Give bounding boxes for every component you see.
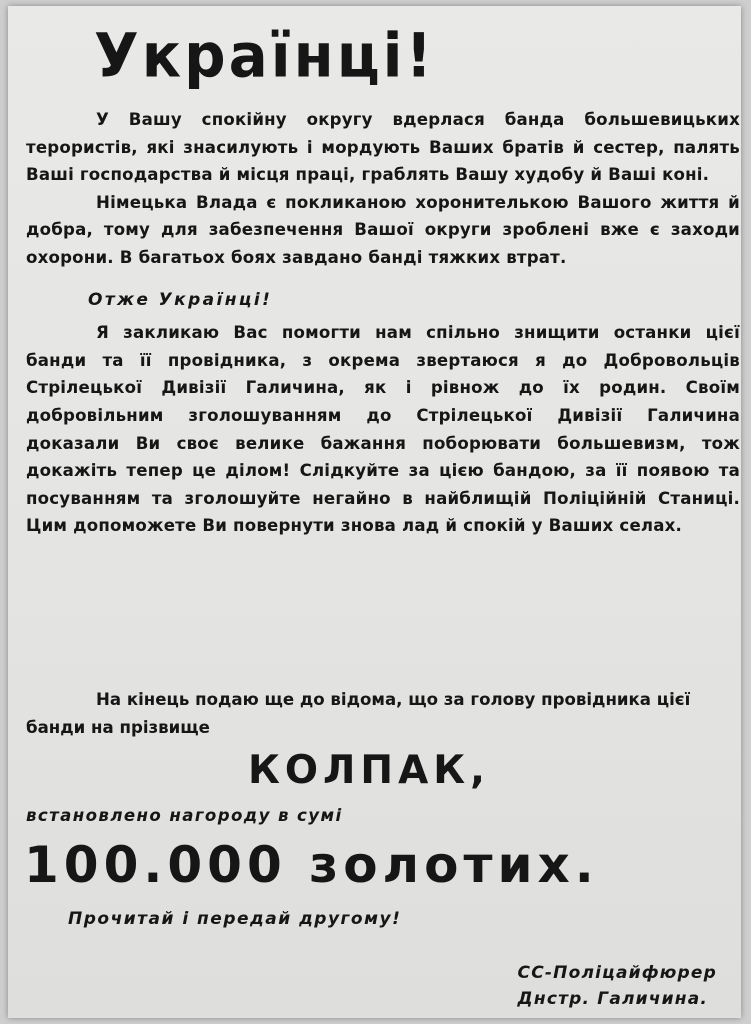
signature	[518, 960, 717, 1012]
signature-region: Днстр. Галичина.	[517, 989, 709, 1009]
pass-on-note: Прочитай і передай другому!	[68, 909, 402, 929]
subheading: Отже Українці!	[88, 289, 273, 310]
paragraph-intro: У Вашу спокійну округу вдерлася банда большевицьких терористів, які знасилують і мордують Ваших братів й сестер, палять Ваші господарства й місця праці, граблять Вашу худобу й Ваші коні.	[26, 110, 740, 185]
reward-amount: 100.000 золотих.	[24, 836, 599, 894]
reward-intro-block	[26, 686, 740, 741]
reward-intro: На кінець подаю ще до відома, що за голову провідника цієї банди на прізвище	[26, 690, 691, 737]
paragraph-appeal: Я закликаю Вас помогти нам спільно знищити останки цієї банди та її провідника, з окрема звертаюся я до Добровольців Стрілецької Дивізії Галичина, як і рівнож до їх родин. Своїм добровільним зголошуванням до Стрілецької Дивізії Галичина доказали Ви своє велике бажання поборювати большевизм, тож докажіть тепер це ділом! Слідкуйте за цією бандою, за її появою та посуванням та зголошуйте негайно в найблищій Поліційній Станиці. Цим допоможете Ви повернути знова лад й спокій у Ваших селах.	[26, 323, 740, 536]
leaflet-body	[26, 106, 740, 540]
wanted-name: КОЛПАК,	[248, 748, 490, 793]
reward-established: встановлено нагороду в сумі	[26, 806, 343, 825]
signature-title: СС-Поліцайфюрер	[517, 963, 717, 983]
leaflet-page	[8, 6, 741, 1018]
leaflet-title: Українці!	[94, 20, 436, 92]
paragraph-authority: Німецька Влада є покликаною хоронителькою Вашого життя й добра, тому для забезпечення Вашої округи зроблені вже є заходи охорони. В багатьох боях завдано банді тяжких втрат.	[26, 192, 740, 267]
